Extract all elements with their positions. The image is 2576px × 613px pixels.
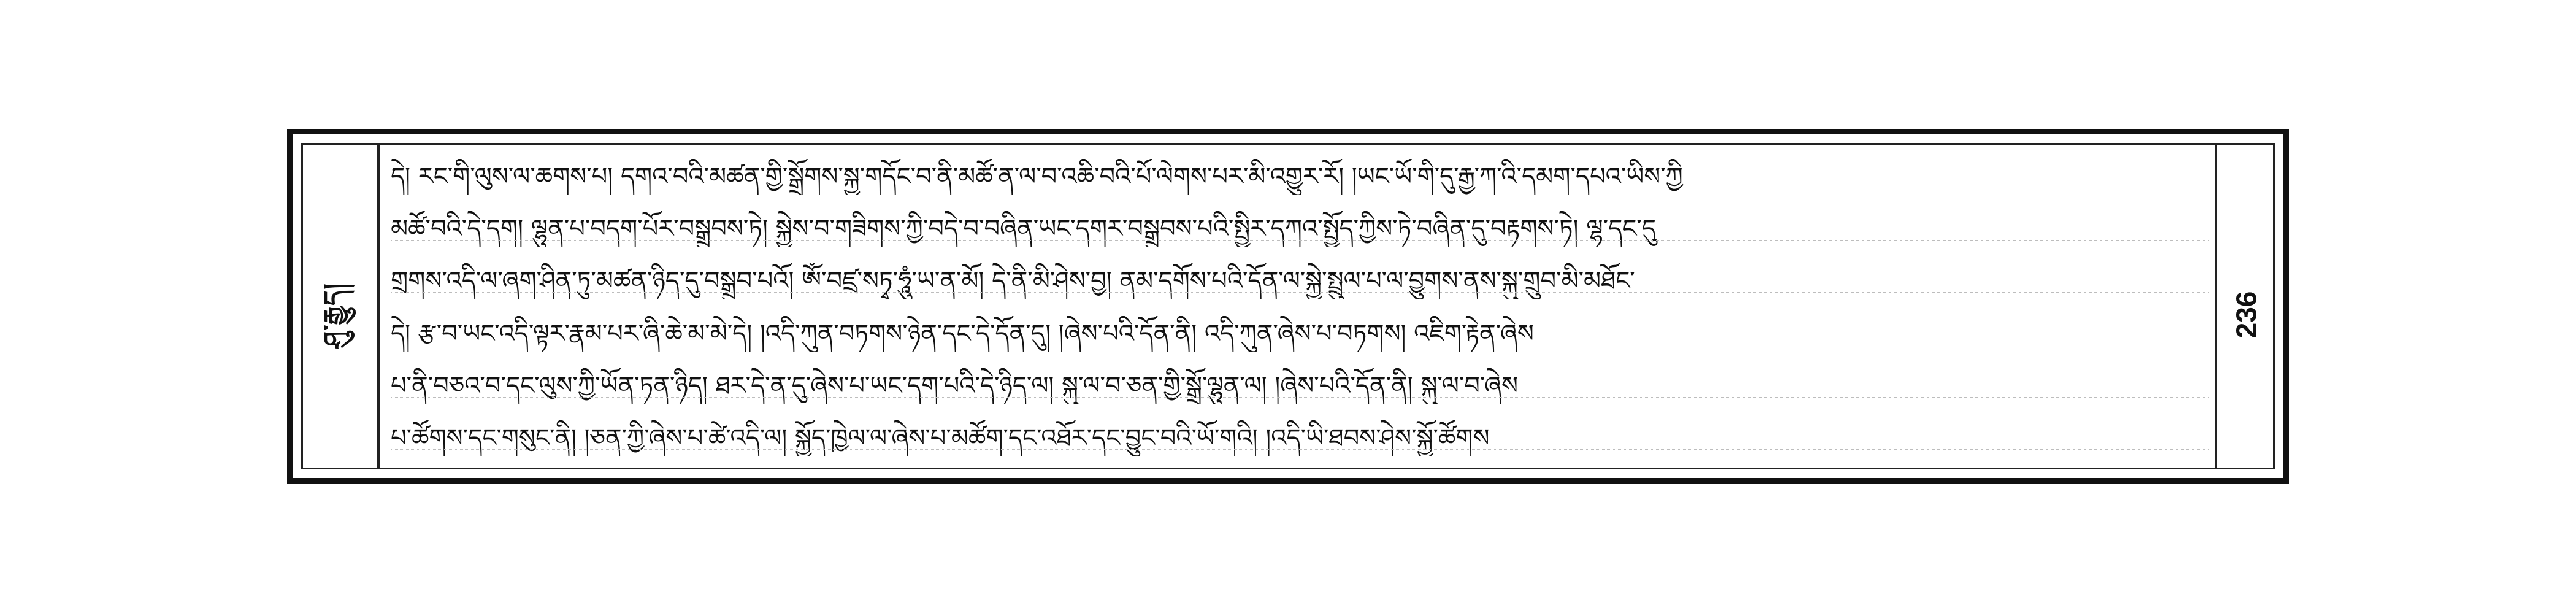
- text-line-1: དེ། རང་གི་ལུས་ལ་ཆགས་པ། དགའ་བའི་མཚན་གྱི་སྒྲོགས་སྐྱ་གདོང་བ་ནི་མཚོ་ན་ལ་བ་འཆི་བའི་པོ་ལེགས་པར་མི་འགྱུར་རོ། །ཡང་ཡོ་གི་དུ་རྒྱ་ཀ་འི་དམག་དཔའ་ཡིས་ཀྱི: [391, 159, 2209, 195]
- folio-frame: [287, 129, 2289, 484]
- page-number: [2217, 291, 2275, 339]
- margin-title: [318, 253, 362, 376]
- text-block: [391, 159, 2209, 456]
- text-line-6: པ་ཚོགས་དང་གསུང་ནི། །ཅན་ཀྱི་ཞེས་པ་ཚེ་འདི་ལ། སྐྱོད་ཁྱེལ་ལ་ཞེས་པ་མཚོག་དང་འཐོར་དང་བྱུང་བའི་ཡོ་གའི། །འདི་ཡི་ཐབས་ཤེས་སྐྱོ་ཚོགས: [391, 420, 2209, 456]
- left-margin: [301, 143, 380, 469]
- text-line-5: པ་ནི་བཅའ་བ་དང་ལུས་ཀྱི་ཡོན་ཏན་ཉིད། ཐར་དེ་ན་དུ་ཞེས་པ་ཡང་དག་པའི་དེ་ཉིད་ལ། སྐུ་ལ་བ་ཅན་གྱི་སྒྲོ་ལྷུན་ལ། །ཞེས་པའི་དོན་ནི། སྐུ་ལ་བ་ཞེས: [391, 368, 2209, 404]
- text-line-2: མཚོ་བའི་དེ་དག། ལྷུན་པ་བདག་པོར་བསྒྲུབས་ཏེ། སྐྱེས་བ་གཟིགས་ཀྱི་བདེ་བ་བཞིན་ཡང་དགར་བསྒྲུབས་པའི་སྤྱིར་དཀའ་སྤྱོད་ཀྱིས་ཏེ་བཞིན་དུ་བརྟགས་ཏེ། ལྷ་དང་དུ: [391, 211, 2209, 247]
- text-line-3: གྲགས་འདི་ལ་ཞག་ཤིན་ཏུ་མཚན་ཉིད་དུ་བསྒྲུབ་པའོ། ཨོཾ་བཛྲ་སཏྭ་ཧཱུཾ་ཡ་ན་མོ། དེ་ནི་མི་ཤེས་བྱ། ནམ་དགོས་པའི་དོན་ལ་སྐྱེ་སྤྲུལ་པ་ལ་བྱུགས་ནས་སྐུ་གྲུབ་མི་མཐོང་: [391, 263, 2209, 299]
- right-margin: [2215, 143, 2275, 469]
- page-number-text: 236: [2230, 291, 2262, 339]
- margin-title-text: ཤུ་རྒྱུད།: [318, 282, 348, 348]
- text-line-4: དེ། རྩ་བ་ཡང་འདི་ལྟར་རྣམ་པར་ཞི་ཆེ་མ་མེ་དེ། །འདི་ཀུན་བཏགས་ཉེན་དང་དེ་དོན་དུ། །ཞེས་པའི་དོན་ནི། འདི་ཀུན་ཞེས་པ་བཏགས། འཇིག་རྟེན་ཞེས: [391, 316, 2209, 352]
